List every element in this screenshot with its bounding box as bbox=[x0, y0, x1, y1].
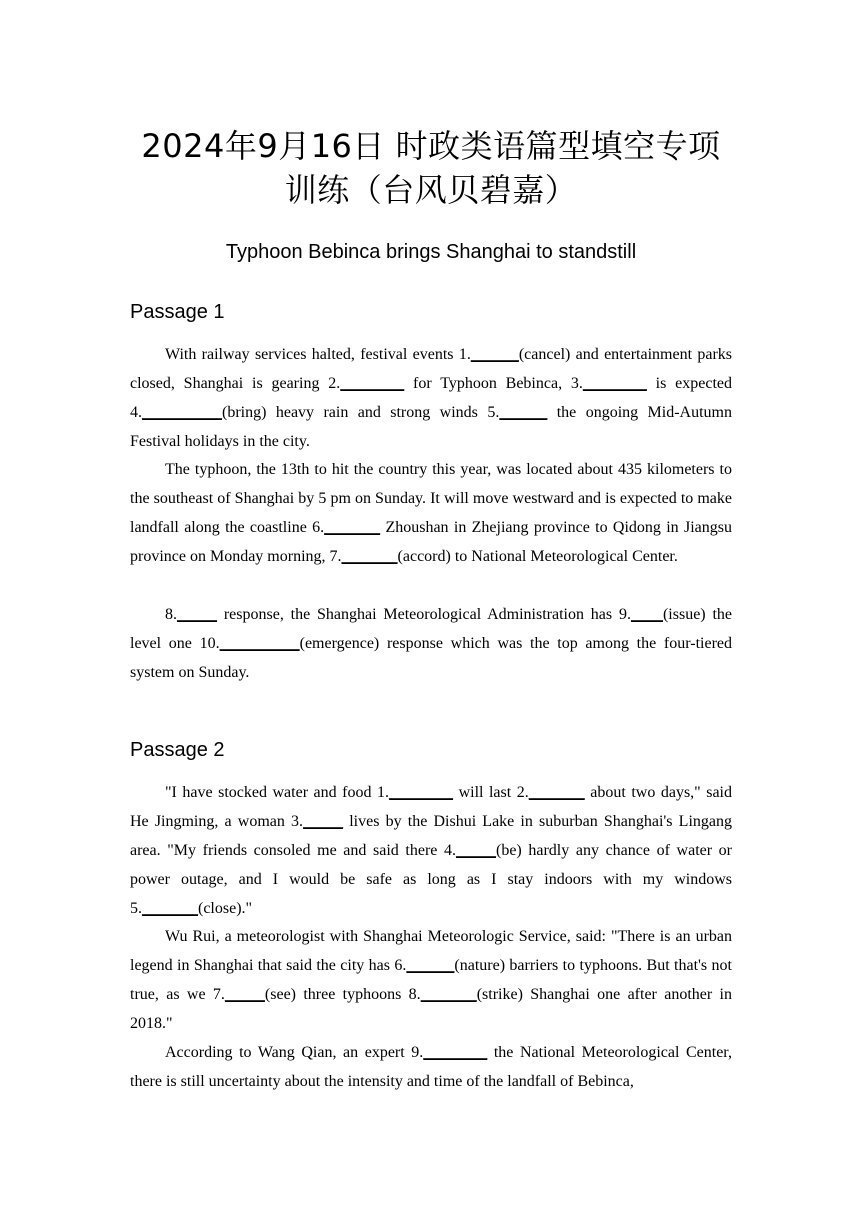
fill-in-blank: ________ bbox=[423, 1044, 488, 1061]
paragraph-text: lives by the Dishui Lake in suburban Shanghai's Lingang area. "My friends consoled me and said there 4. bbox=[130, 813, 732, 859]
paragraph-text: With railway services halted, festival events 1. bbox=[165, 346, 471, 363]
fill-in-blank: __________ bbox=[142, 404, 222, 421]
passage-2-paragraph-2 bbox=[130, 922, 732, 1038]
fill-in-blank: ________ bbox=[582, 375, 647, 392]
paragraph-text: response, the Shanghai Meteorological Administration has 9. bbox=[217, 606, 631, 623]
fill-in-blank: ______ bbox=[470, 346, 519, 363]
paragraph-text: is expected 4. bbox=[130, 375, 732, 421]
paragraph-text: (issue) the level one 10. bbox=[130, 606, 733, 652]
passage-2-paragraph-1 bbox=[130, 778, 732, 923]
fill-in-blank: ________ bbox=[340, 375, 405, 392]
paragraph-text: will last 2. bbox=[453, 784, 529, 801]
paragraph-text: According to Wang Qian, an expert 9. bbox=[165, 1044, 424, 1061]
paragraph-text: (accord) to National Meteorological Center. bbox=[397, 548, 678, 565]
fill-in-blank: ______ bbox=[499, 404, 548, 421]
paragraph-text: (close)." bbox=[198, 900, 253, 917]
paragraph-text: (cancel) and entertainment parks closed, Shanghai is gearing 2. bbox=[130, 346, 733, 392]
fill-in-blank: _______ bbox=[142, 900, 198, 917]
paragraph-text: (be) hardly any chance of water or power outage, and I would be safe as long as I stay indoors with my windows 5. bbox=[130, 842, 733, 917]
fill-in-blank: ____ bbox=[630, 606, 663, 623]
paragraph-text: Wu Rui, a meteorologist with Shanghai Meteorologic Service, said: "There is an urban legend in Shanghai that said the city has 6. bbox=[130, 928, 732, 974]
paragraph-text: (emergence) response which was the top among the four-tiered system on Sunday. bbox=[130, 635, 732, 681]
passage-1-paragraph-2 bbox=[130, 455, 732, 571]
paragraph-text: (nature) barriers to typhoons. But that's not true, as we 7. bbox=[130, 957, 732, 1003]
paragraph-text: the National Meteorological Center, there is still uncertainty about the intensity and time of the landfall of Bebinca, bbox=[130, 1044, 732, 1090]
fill-in-blank: _____ bbox=[303, 813, 344, 830]
paragraph-text: (strike) Shanghai one after another in 2018." bbox=[130, 986, 733, 1032]
paragraph-text: for Typhoon Bebinca, 3. bbox=[404, 375, 583, 392]
passage-1-paragraph-1 bbox=[130, 340, 732, 456]
paragraph-text: 8. bbox=[165, 606, 177, 623]
passage-2-paragraph-3 bbox=[130, 1038, 732, 1096]
passage-1-paragraph-3 bbox=[130, 600, 732, 687]
passage-1-heading: Passage 1 bbox=[130, 301, 225, 323]
fill-in-blank: _____ bbox=[224, 986, 265, 1003]
fill-in-blank: ________ bbox=[389, 784, 454, 801]
fill-in-blank: _______ bbox=[420, 986, 477, 1003]
paragraph-text: (see) three typhoons 8. bbox=[264, 986, 421, 1003]
fill-in-blank: _____ bbox=[177, 606, 217, 623]
paragraph-text: (bring) heavy rain and strong winds 5. bbox=[222, 404, 500, 421]
paragraph-text: Zhoushan in Zhejiang province to Qidong in Jiangsu province on Monday morning, 7. bbox=[130, 519, 732, 565]
fill-in-blank: ______ bbox=[406, 957, 455, 974]
fill-in-blank: _______ bbox=[324, 519, 381, 536]
paragraph-text: about two days," said He Jingming, a woman 3. bbox=[130, 784, 733, 830]
fill-in-blank: _______ bbox=[341, 548, 398, 565]
paragraph-text: the ongoing Mid-Autumn Festival holidays in the city. bbox=[130, 404, 733, 450]
paragraph-text: The typhoon, the 13th to hit the country this year, was located about 435 kilometers to the southeast of Shanghai by 5 pm on Sunday. It will move westward and is expected to make landfall along the coastline 6. bbox=[130, 461, 732, 536]
page-title: 2024年9月16日 时政类语篇型填空专项训练（台风贝碧嘉） bbox=[141, 127, 721, 209]
fill-in-blank: _______ bbox=[528, 784, 585, 801]
article-subtitle: Typhoon Bebinca brings Shanghai to standstill bbox=[225, 241, 637, 263]
fill-in-blank: __________ bbox=[219, 635, 300, 652]
passage-2-heading: Passage 2 bbox=[130, 739, 225, 761]
paragraph-text: "I have stocked water and food 1. bbox=[165, 784, 390, 801]
fill-in-blank: _____ bbox=[456, 842, 496, 859]
